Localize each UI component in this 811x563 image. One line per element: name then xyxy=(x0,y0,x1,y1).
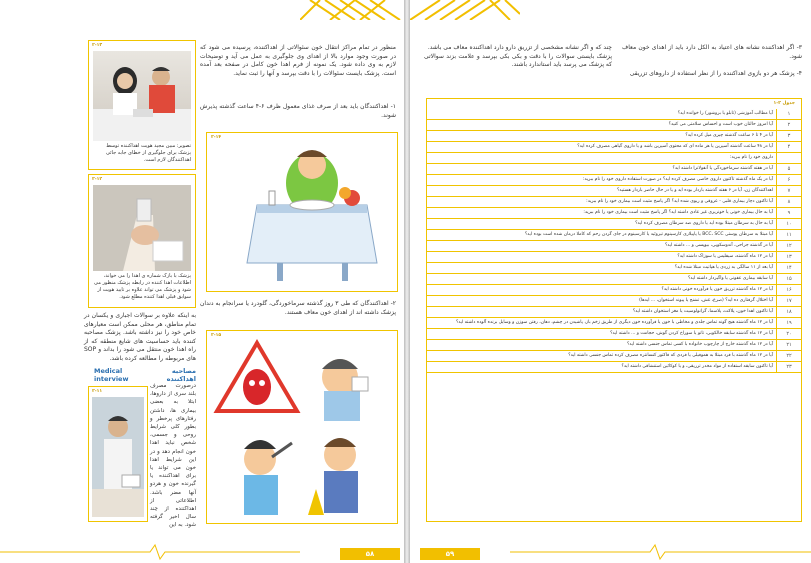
question-row xyxy=(427,241,801,252)
question-text: آیا در ۱۲ ماه گذشته، سیفلیس یا سوزاک داشته اید؟ xyxy=(427,252,777,263)
figure-label: ۲-۱۴ xyxy=(211,135,222,140)
question-number: ۱ xyxy=(777,109,802,120)
question-row xyxy=(427,131,801,142)
caption-photo-1: تصویر: مبین مجید هویت اهداکننده توسط پزشک برای جلوگیری از خطای جابه جائی اهداکنندگان لازم است. xyxy=(106,143,191,163)
question-number: ۱۰ xyxy=(777,219,802,230)
question-row xyxy=(427,142,801,153)
question-row xyxy=(427,219,801,230)
question-row xyxy=(427,285,801,296)
question-row xyxy=(427,362,801,373)
question-text: آیا مبتلا به سرطان پوستی BCC، SCC یا پاپیلاری کارسینوم تیروئید یا کارسینوم در جای گردن رحم که کاملا درمان شده است بوده اید؟ xyxy=(427,230,777,241)
middle-paragraph: به اینکه علاوه بر سوالات اجباری و یکسان در تمام مناطق، هر محلی ممکن است معیارهای خاص خود را نیز داشته باشد. پزشک مصاحبه کننده باید حساسیت های شایع منطقه که از راه اهدا خون منتقل می شود را بداند و SOP های مربوطه را مطالعه کرده باشد. xyxy=(84,312,196,362)
question-row xyxy=(427,109,801,120)
question-number: ۳ xyxy=(777,131,802,142)
intro-paragraph: منظور در تمام مراکز انتقال خون سئوالاتی از اهداکننده، پرسیده می شود که در صورت وجود موارد بالا از اهدای وی جلوگیری به عمل می آید و توضیحات لازم به وی داده شود. یک نمونه از فرم اهدا خون کامل در صفحه بعد آمده است. پزشک بایست سئوالات را با دقت بپرسد و آنها را ثبت نماید. xyxy=(200,44,396,77)
question-row xyxy=(427,230,801,241)
left-column-text: چند که و اگر نشانه مشخصی از تزریق دارو دارد اهداکننده معاف می باشد. پزشک بایستی سوالات را با دقت و بکی بکی بپرسد و علامت بزند سوالاتی که پزشک می پرسد باید استاندارد باشند. xyxy=(424,44,612,69)
question-text: آیا در ۱۲ ماه گذشته خارج از چارچوب خانواده با کسی تماس جنسی داشته اید؟ xyxy=(427,340,777,351)
table-label: جدول ۲-۱ xyxy=(773,101,795,106)
interview-photo xyxy=(93,51,191,141)
figure-label: ۲-۱۱ xyxy=(92,389,103,394)
question-number: ۱۵ xyxy=(777,274,802,285)
left-page xyxy=(0,0,404,563)
question-row xyxy=(427,186,801,197)
question-text: آیا در ۴ تا ۶ ساعت گذشته چیزی میل کرده اید؟ xyxy=(427,131,777,142)
page-number-right: ۵۹ xyxy=(420,548,480,560)
question-text: آیا در ۱۲ ماه گذشته با فرد مبتلا به هموفیلی یا فردی که فاکتور کنسانتره مصرف کرده تماس جنسی داشته اید؟ xyxy=(427,351,777,362)
question-number: ۱۳ xyxy=(777,252,802,263)
top-ornament xyxy=(300,0,404,20)
question-text: آیا تاکنون اهدا خون، پلاکت، پلاسما، گرانولوسیت یا مغز استخوان داشته اید؟ xyxy=(427,307,777,318)
top-ornament xyxy=(410,0,520,20)
figure-label: ۲-۱۳ xyxy=(92,43,103,48)
question-text: آیا مطالب آموزشی (تابلو یا بروشور) را خوانده اید؟ xyxy=(427,109,777,120)
question-text: داروی خود را نام ببرید: xyxy=(427,153,777,164)
figure-label: ۲-۱۵ xyxy=(211,333,222,338)
item-4: ۴- پزشک هر دو بازوی اهداکننده را از نظر استفاده از داروهای تزریقی xyxy=(629,70,802,77)
question-number: ۱۴ xyxy=(777,263,802,274)
question-number: ۲۱ xyxy=(777,340,802,351)
question-number: ۴ xyxy=(777,142,802,153)
interview-paragraph: درصورت مصرف بلند سری از داروها، ابتلا به بعضی بیماری ها، داشتن رفتارهای پرخطر و بطور کلی شرایط روحی و جسمی، شخص نباید اهدا خون انجام دهد و در این شرایط اهدا خون می تواند یا برای اهداکننده یا گیرنده خون و هردو آنها مضر باشد. اطلاعاتی از اهداکننده از چند سال اخیر گرفته شود. به این xyxy=(150,383,196,529)
question-row xyxy=(427,208,801,219)
question-rows xyxy=(427,109,801,373)
sick-illustration xyxy=(212,339,392,519)
question-text: آیا تاکنون سابقه استفاده از مواد مخدر تزریقی، و یا کوکائین استنشاقی داشته اید؟ xyxy=(427,362,777,373)
figure-photo-barcode xyxy=(88,174,196,308)
question-number: ۲۳ xyxy=(777,362,802,373)
question-row xyxy=(427,164,801,175)
question-row xyxy=(427,340,801,351)
right-page xyxy=(410,0,811,563)
question-number xyxy=(777,153,802,164)
question-row xyxy=(427,197,801,208)
question-row xyxy=(427,263,801,274)
questionnaire-table xyxy=(426,98,802,522)
question-row xyxy=(427,153,801,164)
barcode-photo xyxy=(93,185,191,271)
question-number: ۲۲ xyxy=(777,351,802,362)
figure-label: ۲-۱۲ xyxy=(92,177,103,182)
question-number: ۱۲ xyxy=(777,241,802,252)
question-text: آیا در هفته گذشته سرماخوردگی یا آنفولانزا داشته اید؟ xyxy=(427,164,777,175)
question-number: ۱۱ xyxy=(777,230,802,241)
question-text: آیا در ۱۲ ماه گذشته تزریق خون یا فرآورده خونی داشته اید؟ xyxy=(427,285,777,296)
question-number: ۹ xyxy=(777,208,802,219)
question-number: ۷ xyxy=(777,186,802,197)
question-row xyxy=(427,329,801,340)
figure-photo-interview xyxy=(88,40,196,170)
figure-photo-doctor xyxy=(88,386,148,522)
figure-sick xyxy=(206,330,398,524)
question-number: ۵ xyxy=(777,164,802,175)
question-text: آیا بعد از ۱۱ سالگی به زردی یا هپاتیت مبتلا شده اید؟ xyxy=(427,263,777,274)
question-text: آیا در گذشته جراحی، آندوسکوپی، بیوپسی و ... داشته اید؟ xyxy=(427,241,777,252)
question-number: ۱۶ xyxy=(777,285,802,296)
interview-heading-en: Medical interview xyxy=(94,367,129,383)
item-1: ۱- اهداکنندگان باید بعد از صرف غذای معمول ظرف ۶-۴ ساعت گذشته پذیرش شوند. xyxy=(200,103,396,119)
doctor-photo xyxy=(92,397,144,517)
question-row xyxy=(427,252,801,263)
question-text: اهداکنندگان زن، آیا در ۶ هفته گذشته باردار بوده اید و یا در حال حاضر باردار هستید؟ xyxy=(427,186,777,197)
question-number: ۱۷ xyxy=(777,296,802,307)
question-number: ۲۰ xyxy=(777,329,802,340)
question-text: آیا در ۴۸ ساعت گذشته آسپرین یا هر ماده ای که محتوی آسپرین باشد و یا داروی گیاهی مصرف کرده اید؟ xyxy=(427,142,777,153)
question-text: آیا تاکنون دچار بیماری قلبی - عروقی و ریوی شده اید؟ اگر پاسخ مثبت است بیماری خود را نام ببرید: xyxy=(427,197,777,208)
question-text: آیا به حال بیماری خونی یا خونریزی غیر عادی داشته اید؟ اگر پاسخ مثبت است بیماری خود را نام ببرید: xyxy=(427,208,777,219)
question-row xyxy=(427,296,801,307)
question-number: ۱۹ xyxy=(777,318,802,329)
item-3: ۳- اگر اهداکننده نشانه های اعتیاد به الکل دارد باید از اهدای خون معاف شود. xyxy=(622,44,802,60)
question-number: ۶ xyxy=(777,175,802,186)
question-text: آیا امروز حالتان خوب است و احساس سلامتی می کنید؟ xyxy=(427,120,777,131)
question-number: ۱۸ xyxy=(777,307,802,318)
figure-eating xyxy=(206,132,398,292)
question-text: آیا اختلال گرفتاری ده اید؟ (صرع، غش، تشنج یا پیوند استخوان، ... ایدها) xyxy=(427,296,777,307)
eating-illustration xyxy=(217,143,387,285)
question-text: آیا در ۱۲ ماه گذشته سابقه خالکوبی، تاتو یا سوراخ کردن گوش، حجامت و ... داشته اید؟ xyxy=(427,329,777,340)
caption-photo-2: پزشک با بازک شماره ی اهدا را می خواند، اطلاعات اهدا کننده در رابطه پزشک منظور می شود و پزشک می تواند علاوه بر تایید هویت از سوابق قبلی اهدا کننده مطلع شود. xyxy=(94,273,191,300)
question-text: آیا سابقه بیماری عفونی یا واگیردار داشته اید؟ xyxy=(427,274,777,285)
question-row xyxy=(427,351,801,362)
question-number: ۸ xyxy=(777,197,802,208)
question-text: آیا در ۱۲ ماه گذشته هیچ گونه تماس جلدی و مخاطی با خون یا فرآورده خون دیگری از طریق زخم باز، پاشیدن در چشم، دهان، رفتن سوزن و وسایل برنده آلوده داشته اید؟ xyxy=(427,318,777,329)
item-2: ۲- اهداکنندگان که طی ۳ روز گذشته سرماخوردگی، گلودرد یا سرانجام به دندان پزشک داشته اند از اهدای خون معاف هستند. xyxy=(200,300,396,316)
question-row xyxy=(427,120,801,131)
question-row xyxy=(427,318,801,329)
question-row xyxy=(427,307,801,318)
question-row xyxy=(427,175,801,186)
interview-heading-fa: مصاحبه اهداکننده xyxy=(166,367,196,383)
question-text: آیا در یک ماه گذشته تاکنون داروی خاصی مصرف کرده اید؟ در صورت استفاده داروی خود را نام ببرید: xyxy=(427,175,777,186)
page-number-left: ۵۸ xyxy=(340,548,400,560)
question-text: آیا به حال به سرطان مبتلا بوده اید یا داروی ضد سرطان مصرف کرده اید؟ xyxy=(427,219,777,230)
question-number: ۲ xyxy=(777,120,802,131)
question-row xyxy=(427,274,801,285)
